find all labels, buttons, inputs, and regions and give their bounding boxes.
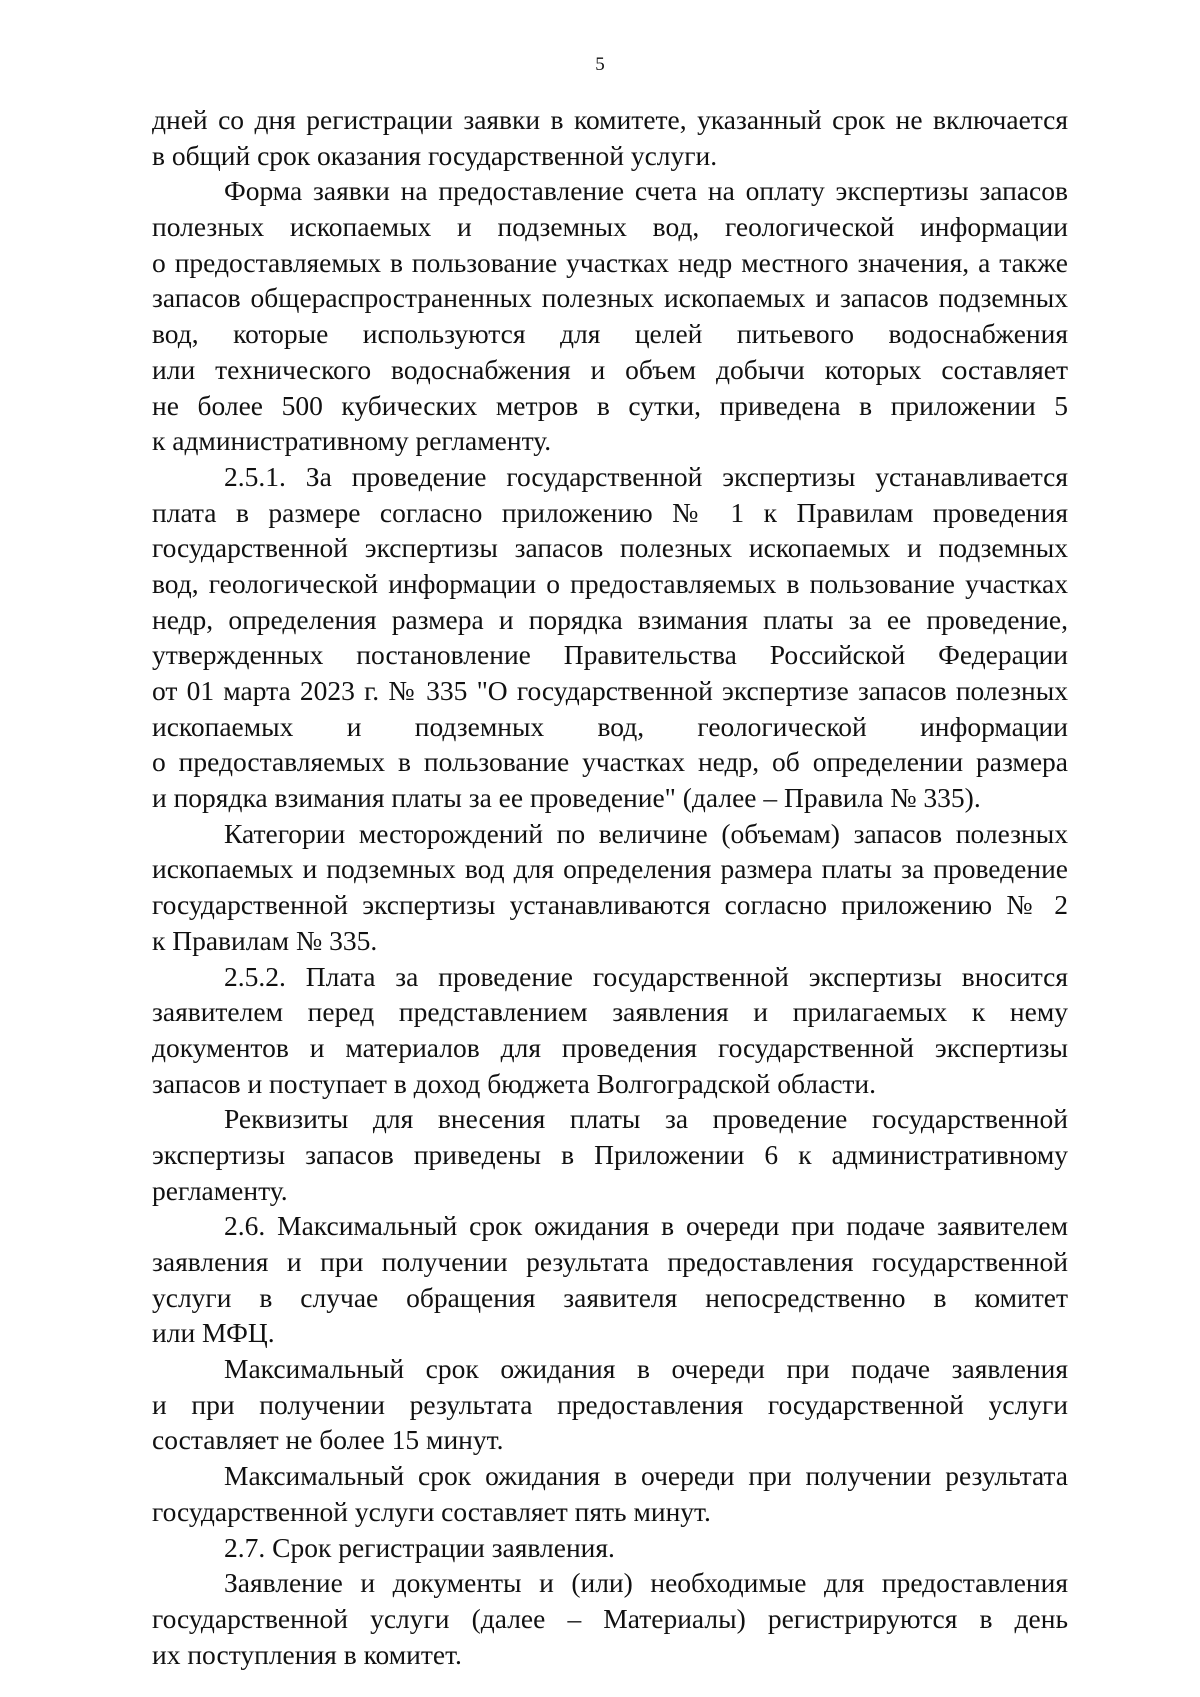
text-line: запасов общераспространенных полезных ископаемых и запасов подземных — [152, 282, 1068, 314]
text-line: составляет не более 15 минут. — [152, 1424, 504, 1456]
text-line: государственной экспертизы запасов полезных ископаемых и подземных — [152, 532, 1068, 564]
text-line: Форма заявки на предоставление счета на оплату экспертизы запасов — [224, 175, 1068, 207]
text-line: или МФЦ. — [152, 1317, 275, 1349]
text-line: дней со дня регистрации заявки в комитете, указанный срок не включается — [152, 104, 1068, 135]
text-line: в общий срок оказания государственной услуги. — [152, 139, 718, 171]
page-number: 5 — [595, 54, 605, 75]
text-line: или технического водоснабжения и объем добычи которых составляет — [152, 353, 1068, 385]
text-line: и при получении результата предоставления государственной услуги — [152, 1388, 1068, 1420]
text-line: недр, определения размера и порядка взимания платы за ее проведение, — [152, 603, 1068, 635]
text-line: услуги в случае обращения заявителя непосредственно в комитет — [152, 1281, 1068, 1313]
text-line: государственной услуги (далее – Материалы) регистрируются в день — [152, 1602, 1068, 1634]
text-line: регламенту. — [152, 1174, 288, 1206]
text-line: 2.5.1. За проведение государственной экспертизы устанавливается — [224, 460, 1068, 492]
text-line: полезных ископаемых и подземных вод, геологической информации — [152, 211, 1068, 243]
text-line: заявления и при получении результата предоставления государственной — [152, 1246, 1068, 1277]
text-line: от 01 марта 2023 г. № 335 "О государственной экспертизе запасов полезных — [152, 675, 1068, 706]
text-line: государственной услуги составляет пять минут. — [152, 1495, 711, 1527]
text-line: документов и материалов для проведения государственной экспертизы — [152, 1031, 1068, 1063]
text-line: Заявление и документы и (или) необходимые для предоставления — [224, 1567, 1068, 1599]
text-line: о предоставляемых в пользование участках недр местного значения, а также — [152, 246, 1068, 278]
text-line: ископаемых и подземных вод для определения размера платы за проведение — [152, 853, 1068, 885]
text-line: Реквизиты для внесения платы за проведение государственной — [224, 1103, 1068, 1135]
text-line: к административному регламенту. — [152, 425, 552, 457]
text-line: Максимальный срок ожидания в очереди при получении результата — [224, 1460, 1068, 1492]
text-line: к Правилам № 335. — [152, 924, 378, 956]
text-line: вод, которые используются для целей питьевого водоснабжения — [152, 318, 1068, 350]
text-line: Максимальный срок ожидания в очереди при подаче заявления — [224, 1353, 1068, 1385]
text-line: 2.6. Максимальный срок ожидания в очереди при подаче заявителем — [224, 1210, 1068, 1242]
text-line: 2.5.2. Плата за проведение государственной экспертизы вносится — [224, 960, 1068, 992]
text-line: утвержденных постановление Правительства Российской Федерации — [152, 639, 1068, 671]
text-line: Категории месторождений по величине (объемам) запасов полезных — [224, 817, 1068, 849]
text-line: государственной экспертизы устанавливаются согласно приложению № 2 — [152, 889, 1068, 921]
text-line: плата в размере согласно приложению № 1 к Правилам проведения — [152, 496, 1068, 528]
text-line: 2.7. Срок регистрации заявления. — [224, 1531, 615, 1563]
document-body — [152, 102, 1068, 1672]
text-line: запасов и поступает в доход бюджета Волгоградской области. — [152, 1067, 877, 1099]
text-line: экспертизы запасов приведены в Приложении 6 к административному — [152, 1138, 1068, 1170]
text-line: заявителем перед представлением заявления и прилагаемых к нему — [152, 996, 1068, 1028]
text-line: о предоставляемых в пользование участках недр, об определении размера — [152, 746, 1068, 778]
text-line: ископаемых и подземных вод, геологической информации — [152, 710, 1068, 742]
text-line: вод, геологической информации о предоставляемых в пользование участках — [152, 567, 1068, 599]
text-line: не более 500 кубических метров в сутки, приведена в приложении 5 — [152, 389, 1068, 421]
text-line: и порядка взимания платы за ее проведение" (далее – Правила № 335). — [152, 782, 981, 814]
text-line: их поступления в комитет. — [152, 1638, 462, 1670]
